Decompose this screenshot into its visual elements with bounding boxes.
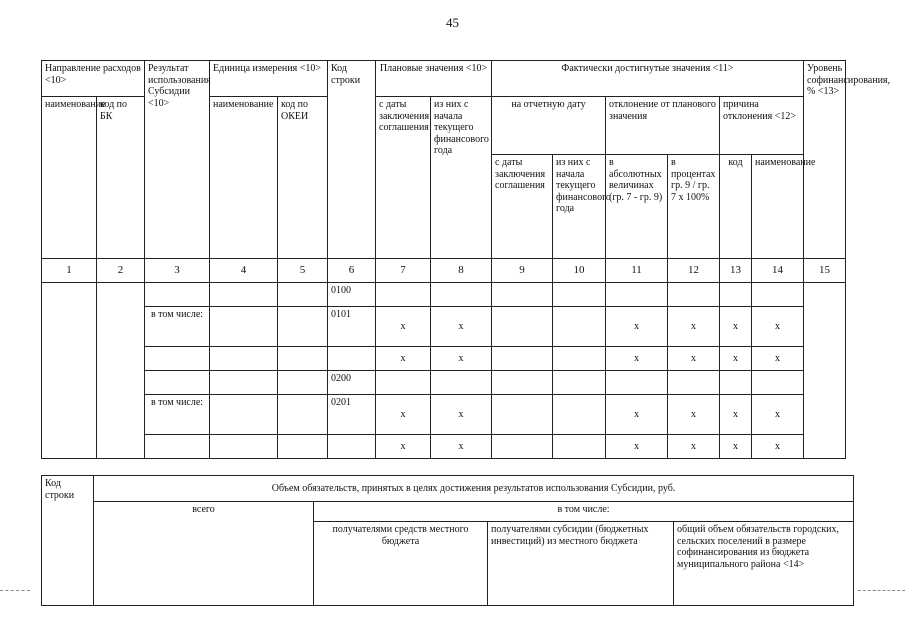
obligations-subsidy: получателями субсидии (бюджетных инвестиций) из местного бюджета xyxy=(488,522,674,606)
col-number: 13 xyxy=(720,259,752,283)
header-dir-bk: код по БК xyxy=(97,97,145,259)
col-number: 15 xyxy=(804,259,846,283)
results-table xyxy=(41,60,891,459)
table-cell xyxy=(278,307,328,347)
cell-7: x xyxy=(376,307,431,347)
col-number: 9 xyxy=(492,259,553,283)
row-label: в том числе: xyxy=(145,395,210,435)
table-cell xyxy=(553,347,606,371)
header-level: Уровень софинансирования, % <13> xyxy=(804,61,846,259)
cell-7 xyxy=(376,371,431,395)
col-number: 4 xyxy=(210,259,278,283)
row-label: в том числе: xyxy=(145,307,210,347)
header-dev-pct: в процентах гр. 9 / гр. 7 х 100% xyxy=(668,155,720,259)
table-cell xyxy=(278,371,328,395)
table-cell xyxy=(278,283,328,307)
cell-12: x xyxy=(668,395,720,435)
table-cell xyxy=(278,347,328,371)
header-planned: Плановые значения <10> xyxy=(376,61,492,97)
table-cell xyxy=(553,283,606,307)
cell-7: x xyxy=(376,395,431,435)
table-cell xyxy=(492,435,553,459)
cell-8: x xyxy=(431,347,492,371)
col-number: 7 xyxy=(376,259,431,283)
col-number: 5 xyxy=(278,259,328,283)
header-reason-name: наименование xyxy=(752,155,804,259)
cell-7: x xyxy=(376,347,431,371)
header-direction: Направление расходов <10> xyxy=(42,61,145,97)
obligations-including: в том числе: xyxy=(314,502,854,522)
header-reason-code: код xyxy=(720,155,752,259)
table-cell xyxy=(210,283,278,307)
obligations-title: Объем обязательств, принятых в целях достижения результатов использования Субсидии, руб. xyxy=(94,476,854,502)
table-cell xyxy=(492,347,553,371)
cell-13: x xyxy=(720,395,752,435)
row-label xyxy=(145,283,210,307)
obligations-table xyxy=(41,475,854,606)
row-code: 0201 xyxy=(328,395,376,435)
table-cell xyxy=(210,307,278,347)
cell-11: x xyxy=(606,307,668,347)
cell-11: x xyxy=(606,435,668,459)
obligations-code: Код строки xyxy=(42,476,94,606)
page-number: 45 xyxy=(446,15,459,30)
cell-14: x xyxy=(752,395,804,435)
cell-12 xyxy=(668,371,720,395)
col-number: 1 xyxy=(42,259,97,283)
cell-11: x xyxy=(606,395,668,435)
table-cell xyxy=(278,395,328,435)
table-cell xyxy=(492,395,553,435)
cell-14: x xyxy=(752,347,804,371)
header-result: Результат использования Субсидии <10> xyxy=(145,61,210,259)
col-number: 10 xyxy=(553,259,606,283)
cell-8: x xyxy=(431,435,492,459)
header-unit-okei: код по ОКЕИ xyxy=(278,97,328,259)
header-act-from-year: из них с начала текущего финансового года xyxy=(553,155,606,259)
header-actual: Фактически достигнутые значения <11> xyxy=(492,61,804,97)
header-plan-from-date: с даты заключения соглашения xyxy=(376,97,431,259)
table-cell xyxy=(553,307,606,347)
cell-13: x xyxy=(720,347,752,371)
table-cell xyxy=(492,307,553,347)
divider xyxy=(0,590,30,591)
cell-7: x xyxy=(376,435,431,459)
table-cell xyxy=(210,347,278,371)
row-code: 0200 xyxy=(328,371,376,395)
cell-7 xyxy=(376,283,431,307)
row-label xyxy=(145,435,210,459)
cell-14 xyxy=(752,371,804,395)
row-code xyxy=(328,435,376,459)
col-number: 2 xyxy=(97,259,145,283)
table-cell xyxy=(42,283,97,459)
col-number: 14 xyxy=(752,259,804,283)
row-label xyxy=(145,347,210,371)
obligations-local: получателями средств местного бюджета xyxy=(314,522,488,606)
cell-11 xyxy=(606,283,668,307)
obligations-general: общий объем обязательств городских, сельских поселений в размере софинансирования из бюджета муниципального района <14> xyxy=(674,522,854,606)
table-cell xyxy=(553,435,606,459)
cell-11 xyxy=(606,371,668,395)
table-cell xyxy=(492,283,553,307)
table-cell xyxy=(210,371,278,395)
cell-8 xyxy=(431,283,492,307)
col-number: 8 xyxy=(431,259,492,283)
col-number: 3 xyxy=(145,259,210,283)
header-deviation: отклонение от планового значения xyxy=(606,97,720,155)
cell-12: x xyxy=(668,435,720,459)
cell-14 xyxy=(752,283,804,307)
col-number: 12 xyxy=(668,259,720,283)
cell-13: x xyxy=(720,435,752,459)
header-plan-from-year: из них с начала текущего финансового года xyxy=(431,97,492,259)
cell-12: x xyxy=(668,307,720,347)
row-code xyxy=(328,347,376,371)
table-cell xyxy=(553,371,606,395)
cell-13: x xyxy=(720,307,752,347)
table-cell xyxy=(210,395,278,435)
table-cell xyxy=(553,395,606,435)
cell-13 xyxy=(720,371,752,395)
cell-8: x xyxy=(431,395,492,435)
obligations-total: всего xyxy=(94,502,314,606)
table-cell xyxy=(210,435,278,459)
row-code: 0100 xyxy=(328,283,376,307)
header-unit: Единица измерения <10> xyxy=(210,61,328,97)
cell-11: x xyxy=(606,347,668,371)
header-unit-name: наименование xyxy=(210,97,278,259)
header-act-from-date: с даты заключения соглашения xyxy=(492,155,553,259)
divider xyxy=(858,590,905,591)
table-cell xyxy=(804,283,846,459)
header-reason: причина отклонения <12> xyxy=(720,97,804,155)
header-code: Код строки xyxy=(328,61,376,259)
header-dev-abs: в абсолютных величинах (гр. 7 - гр. 9) xyxy=(606,155,668,259)
cell-14: x xyxy=(752,435,804,459)
cell-14: x xyxy=(752,307,804,347)
row-code: 0101 xyxy=(328,307,376,347)
table-cell xyxy=(492,371,553,395)
row-label xyxy=(145,371,210,395)
table-cell xyxy=(97,283,145,459)
col-number: 11 xyxy=(606,259,668,283)
header-on-report-date: на отчетную дату xyxy=(492,97,606,155)
table-cell xyxy=(278,435,328,459)
header-dir-name: наименование xyxy=(42,97,97,259)
cell-13 xyxy=(720,283,752,307)
col-number: 6 xyxy=(328,259,376,283)
cell-8 xyxy=(431,371,492,395)
cell-12 xyxy=(668,283,720,307)
cell-12: x xyxy=(668,347,720,371)
cell-8: x xyxy=(431,307,492,347)
